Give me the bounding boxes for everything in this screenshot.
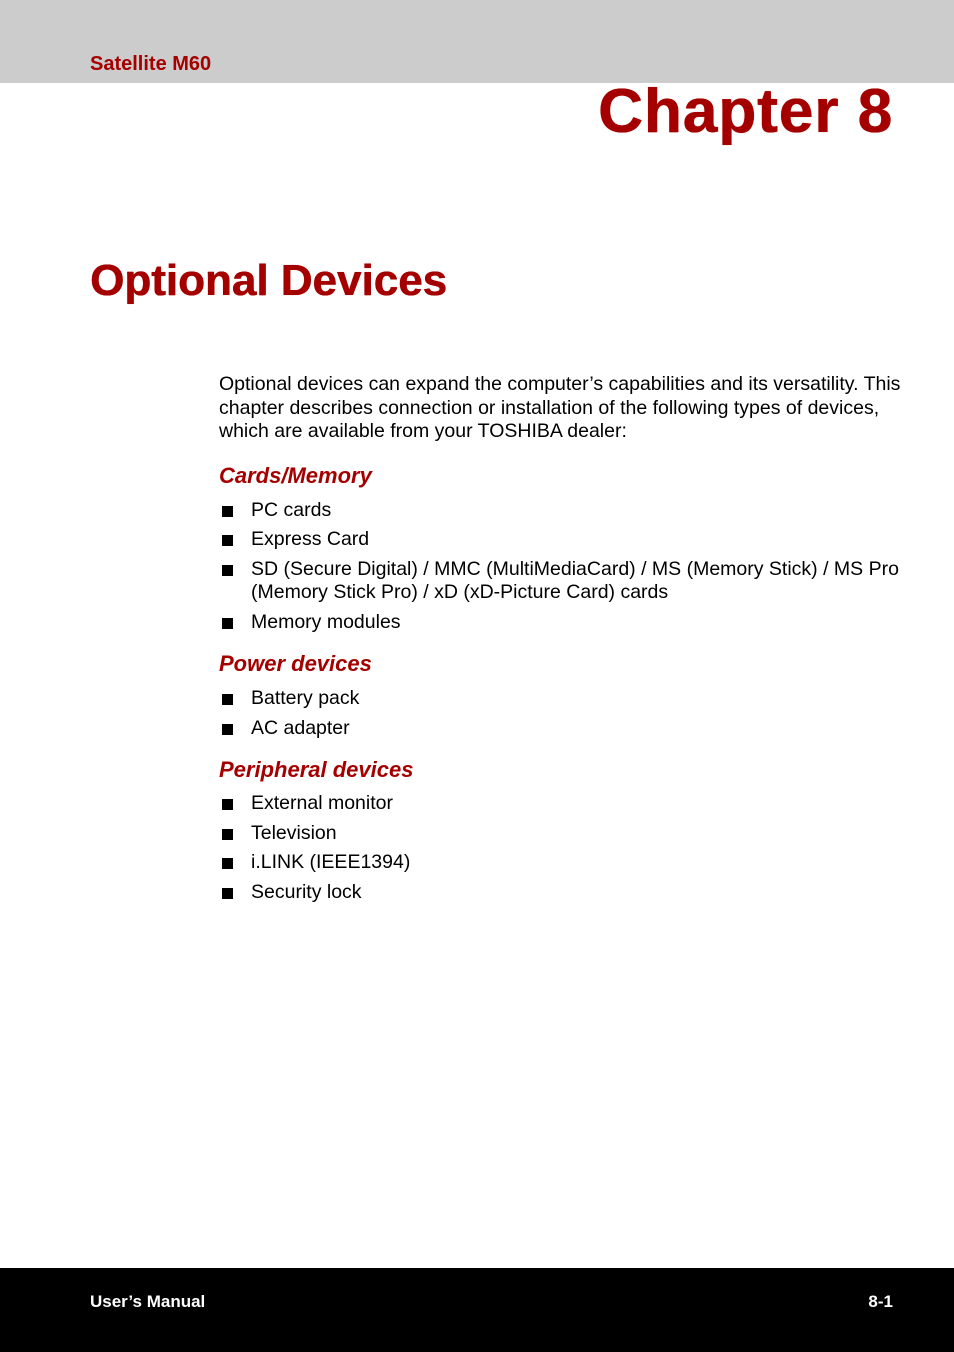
chapter-title: Chapter 8	[598, 77, 893, 146]
list-item	[219, 687, 909, 711]
square-bullet-icon	[222, 506, 233, 517]
product-name: Satellite M60	[90, 53, 212, 75]
list-power-devices	[219, 687, 909, 740]
list-item	[219, 851, 909, 875]
page-number: 8-1	[868, 1292, 893, 1311]
intro-paragraph: Optional devices can expand the computer’s capabilities and its versatility. This chapter describes connection or installation of the following types of devices, which are available from your TOSHIBA dealer:	[219, 373, 901, 442]
square-bullet-icon	[222, 694, 233, 705]
footer-manual-title: User’s Manual	[90, 1292, 206, 1311]
list-item-text: Express Card	[251, 528, 370, 550]
group-heading-peripheral-devices: Peripheral devices	[219, 757, 414, 782]
group-heading-cards-memory: Cards/Memory	[219, 462, 372, 488]
content-body	[219, 373, 909, 904]
square-bullet-icon	[222, 888, 233, 899]
list-item-text: Security lock	[251, 880, 362, 903]
list-item	[219, 822, 909, 846]
list-item-text: Television	[251, 821, 337, 844]
list-item-text: i.LINK (IEEE1394)	[251, 851, 411, 873]
list-item	[219, 528, 909, 552]
list-item-text: PC cards	[251, 498, 332, 521]
group-heading-power-devices: Power devices	[219, 651, 372, 676]
list-item-text: SD (Secure Digital) / MMC (MultiMediaCard) / MS (Memory Stick) / MS Pro (Memory Stick Pro) / xD (xD-Picture Card) cards	[251, 557, 899, 603]
square-bullet-icon	[222, 829, 233, 840]
square-bullet-icon	[222, 618, 233, 629]
square-bullet-icon	[222, 724, 233, 735]
list-item	[219, 792, 909, 816]
square-bullet-icon	[222, 565, 233, 576]
square-bullet-icon	[222, 535, 233, 546]
section-title: Optional Devices	[90, 256, 448, 305]
square-bullet-icon	[222, 858, 233, 869]
list-item	[219, 558, 909, 605]
list-peripheral-devices	[219, 792, 909, 904]
list-item	[219, 611, 909, 635]
list-item	[219, 717, 909, 741]
list-item-text: AC adapter	[251, 716, 350, 739]
square-bullet-icon	[222, 799, 233, 810]
list-item-text: External monitor	[251, 792, 393, 814]
list-cards-memory	[219, 499, 909, 635]
list-item-text: Memory modules	[251, 610, 401, 633]
list-item	[219, 881, 909, 905]
list-item-text: Battery pack	[251, 687, 360, 709]
list-item	[219, 499, 909, 523]
